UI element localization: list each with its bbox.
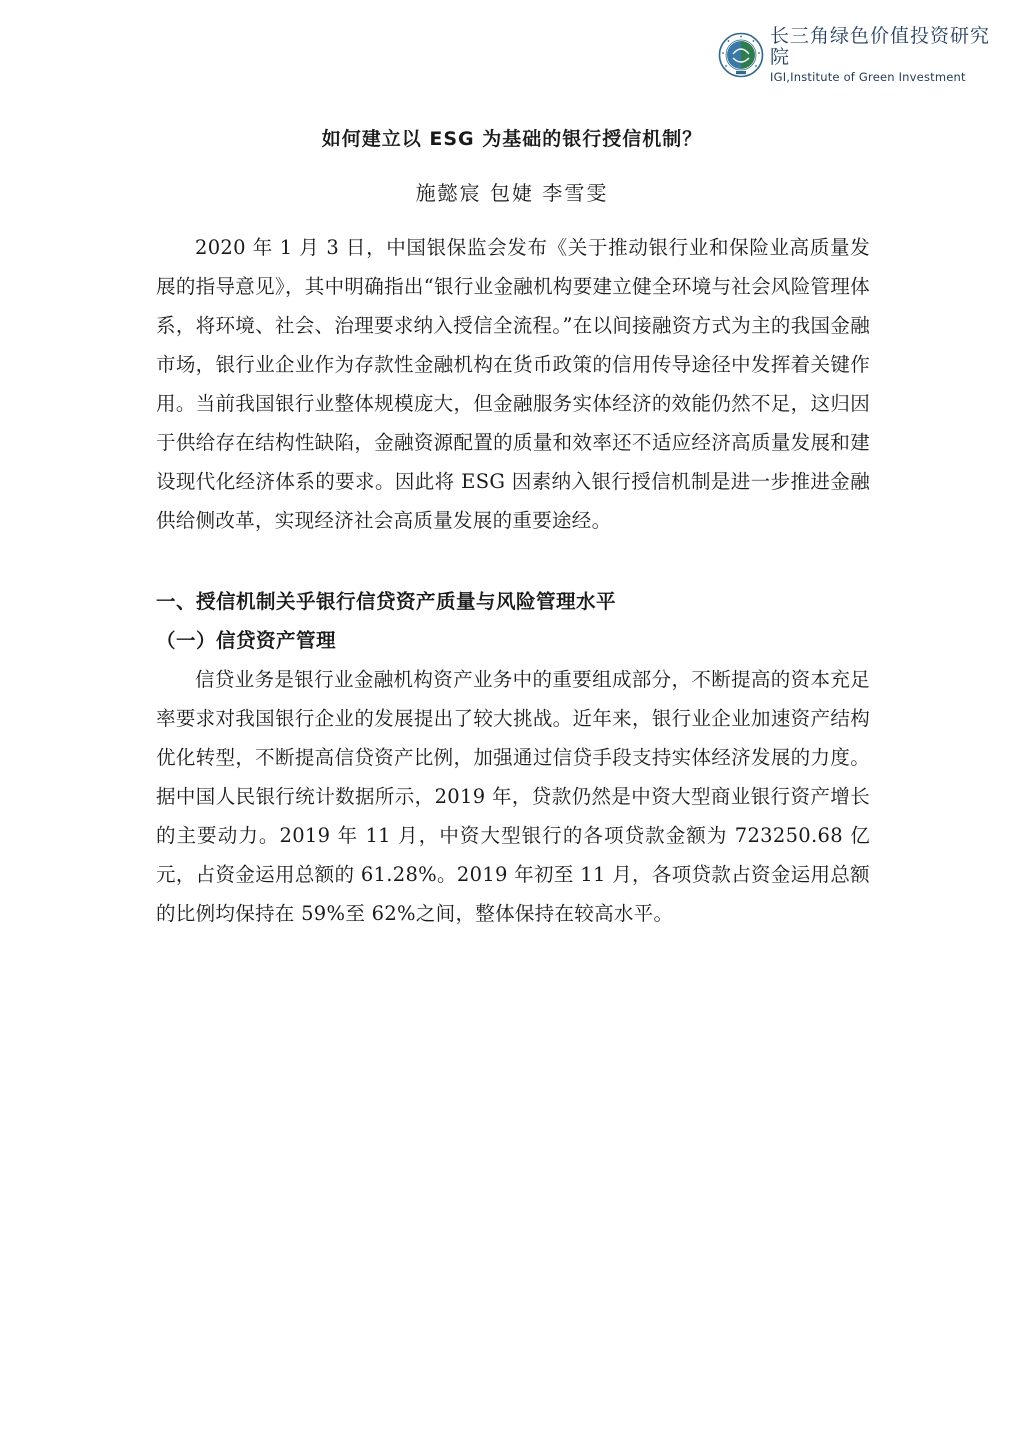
igi-seal-logo-icon — [718, 32, 764, 78]
document-title: 如何建立以 ESG 为基础的银行授信机制？ — [321, 128, 703, 150]
subsection-1-paragraph: 信贷业务是银行业金融机构资产业务中的重要组成部分，不断提高的资本充足率要求对我国银行企业的发展提出了较大挑战。近年来，银行业企业加速资产结构优化转型，不断提高信贷资产比例，加强通过信贷手段支持实体经济发展的力度。据中国人民银行统计数据所示，2019 年，贷款仍然是中资大型商业银行资产增长的主要动力。2019 年 11 月，中资大型银行的各项贷款金额为 723250.68 亿元，占资金运用总额的 61.28%。2019 年初至 11 月，各项贷款占资金运用总额的比例均保持在 59%至 62%之间，整体保持在较高水平。 — [156, 668, 870, 925]
section-heading-1: 一、授信机制关乎银行信贷资产质量与风险管理水平 — [156, 590, 617, 613]
document-authors: 施懿宸 包婕 李雪雯 — [415, 181, 609, 205]
org-name-cn: 长三角绿色价值投资研究院 — [770, 25, 991, 69]
subsection-heading-1: （一）信贷资产管理 — [156, 629, 337, 652]
document-body — [156, 228, 870, 933]
logo-text-block — [770, 26, 1008, 83]
intro-paragraph: 2020 年 1 月 3 日，中国银保监会发布《关于推动银行业和保险业高质量发展的指导意见》，其中明确指出“银行业金融机构要建立健全环境与社会风险管理体系，将环境、社会、治理要求纳入授信全流程。”在以间接融资方式为主的我国金融市场，银行业企业作为存款性金融机构在货币政策的信用传导途径中发挥着关键作用。当前我国银行业整体规模庞大，但金融服务实体经济的效能仍然不足，这归因于供给存在结构性缺陷，金融资源配置的质量和效率还不适应经济高质量发展和建设现代化经济体系的要求。因此将 ESG 因素纳入银行授信机制是进一步推进金融供给侧改革，实现经济社会高质量发展的重要途经。 — [156, 236, 870, 532]
org-name-en: IGI,Institute of Green Investment — [770, 70, 966, 85]
header-logo — [718, 25, 1008, 85]
